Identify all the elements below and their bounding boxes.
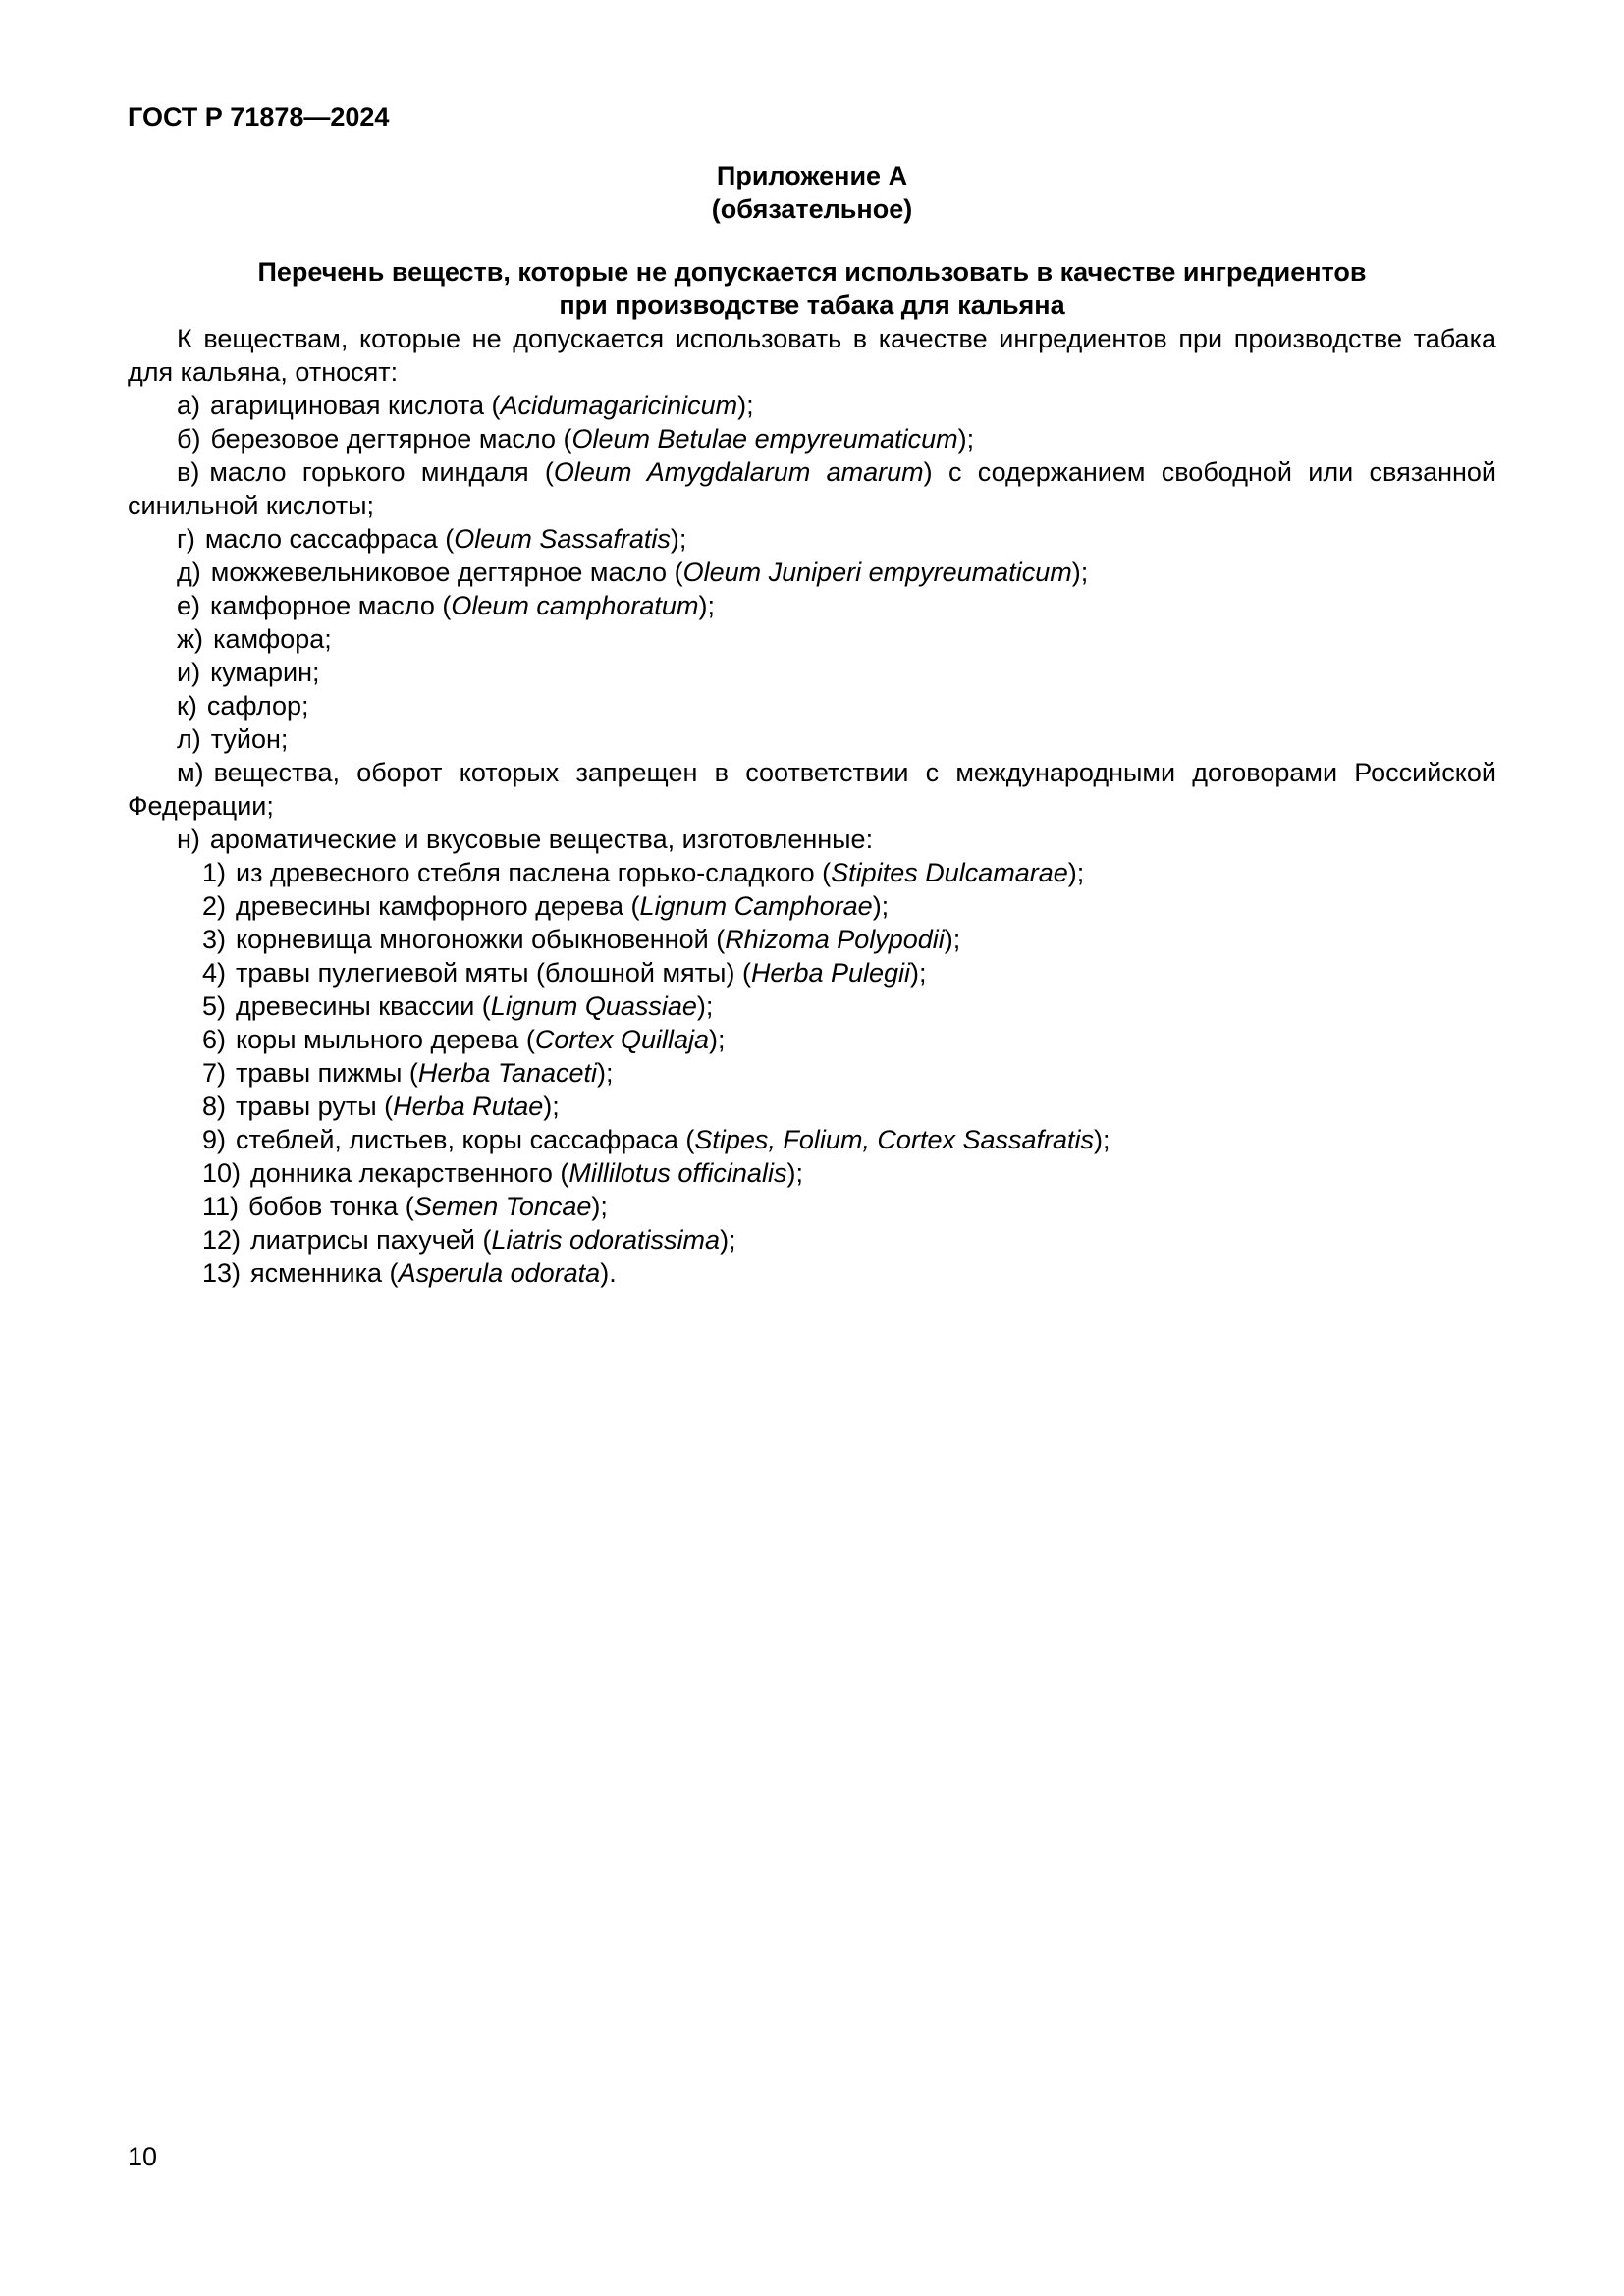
list-item-text: ); [698,591,715,620]
list-item-text: масло горького миндаля ( [209,457,554,487]
list-item-text: ); [670,524,687,554]
list-item-marker: л) [177,724,201,754]
list-item-marker: в) [177,457,200,487]
list-item [128,522,1496,556]
list-item-text: ) с содержанием свободной или связанной синильной кислоты; [128,457,1497,520]
list-item [128,1256,1496,1290]
list-item-text: ); [720,1225,736,1255]
appendix-title [128,255,1496,322]
list-item-text: ); [543,1092,560,1121]
list-item-text: ); [737,391,754,420]
list-item-text: кумарин; [210,658,320,687]
list-item-latin-name: Rhizoma Polypodii [725,925,945,954]
list-item-text: ); [1094,1125,1110,1154]
list-item-latin-name: Oleum Juniperi empyreumaticum [682,558,1072,587]
list-item-marker: 4) [202,958,227,988]
list-item-marker: 13) [202,1258,242,1288]
list-item-latin-name: Cortex Quillaja [534,1025,709,1054]
list-item [128,889,1496,923]
list-item [128,622,1496,656]
list-item-text: ясменника ( [250,1258,399,1288]
list-item [128,389,1496,422]
list-item [128,656,1496,689]
list-item [128,756,1496,823]
list-item-latin-name: Stipites Dulcamarae [831,858,1068,887]
list-item [128,923,1496,956]
appendix-heading [128,159,1496,226]
list-item-marker: 9) [202,1125,227,1154]
substances-list [128,389,1496,1290]
appendix-title-line1: Перечень веществ, которые не допускается использовать в качестве ингредиентов [257,257,1367,287]
list-item-text: ); [591,1192,608,1221]
list-item-text: коры мыльного дерева ( [236,1025,535,1054]
list-item-text: бобов тонка ( [248,1192,414,1221]
list-item-text: донника лекарственного ( [250,1158,569,1188]
list-item-text: ); [696,991,714,1021]
list-item-latin-name: Lignum Quassiae [490,991,697,1021]
list-item-latin-name: Oleum Sassafratis [454,524,671,554]
list-item-marker: м) [177,758,204,787]
list-item [128,422,1496,455]
list-item-text: туйон; [210,724,289,754]
list-item-marker: 10) [202,1158,242,1188]
list-item-text: березовое дегтярное масло ( [210,424,572,454]
list-item-latin-name: Herba Pulegii [750,958,911,988]
list-item-text: ); [872,891,890,921]
appendix-type: (обязательное) [711,194,913,224]
list-item-text: камфорное масло ( [210,591,452,620]
list-item-text: древесины камфорного дерева ( [236,891,640,921]
list-item-latin-name: Asperula odorata [398,1258,601,1288]
list-item-text: ); [944,925,961,954]
list-item-text: можжевельниковое дегтярное масло ( [210,558,683,587]
list-item [128,1090,1496,1123]
list-item [128,1123,1496,1156]
list-item-text: ). [600,1258,617,1288]
appendix-label: Приложение А [716,161,908,190]
list-item [128,556,1496,589]
list-item-marker: а) [177,391,201,420]
list-item [128,1190,1496,1223]
list-item-text: ); [709,1025,726,1054]
list-item-latin-name: Herba Rutae [393,1092,544,1121]
list-item-text: вещества, оборот которых запрещен в соответствии с международными договорами Российской Федерации; [128,758,1496,821]
list-item [128,956,1496,989]
list-item-latin-name: Lignum Camphorae [639,891,873,921]
list-item-marker: н) [177,825,200,854]
list-item-text: агарициновая кислота ( [210,391,501,420]
list-item-latin-name: Liatris odoratissima [491,1225,721,1255]
list-item [128,823,1496,856]
list-item-marker: 6) [202,1025,227,1054]
appendix-title-line2: при производстве табака для кальяна [559,291,1065,320]
list-item-text: масло сассафраса ( [204,524,455,554]
list-item-latin-name: Stipes, Folium, Cortex Sassafratis [694,1125,1095,1154]
list-item-text: травы пулегиевой мяты (блошной мяты) ( [236,958,751,988]
list-item-marker: 7) [202,1058,227,1088]
list-item [128,589,1496,622]
list-item [128,722,1496,756]
list-item-latin-name: Semen Toncae [413,1192,592,1221]
list-item-text: ); [957,424,975,454]
list-item-text: ); [1067,858,1085,887]
list-item-text: камфора; [213,624,332,654]
doc-number-header: ГОСТ Р 71878—2024 [128,102,390,132]
list-item [128,455,1496,522]
page-number: 10 [128,2142,158,2171]
list-item-text: ароматические и вкусовые вещества, изготовленные: [209,825,874,854]
list-item-marker: к) [177,691,197,721]
list-item-text: травы руты ( [236,1092,394,1121]
list-item-text: из древесного стебля паслена горько-сладкого ( [236,858,832,887]
list-item-text: древесины квассии ( [236,991,491,1021]
list-item-text: ); [597,1058,614,1088]
list-item-marker: 3) [202,925,227,954]
list-item-marker: г) [177,524,195,554]
list-item-text: травы пижмы ( [236,1058,418,1088]
list-item [128,1223,1496,1256]
list-item [128,1023,1496,1056]
list-item-marker: б) [177,424,201,454]
list-item-text: корневища многоножки обыкновенной ( [236,925,726,954]
list-item-marker: ж) [177,624,204,654]
list-item-latin-name: Millilotus officinalis [568,1158,787,1188]
list-item-text: ); [1071,558,1089,587]
list-item-marker: е) [177,591,201,620]
list-item-text: сафлор; [206,691,309,721]
list-item-latin-name: Oleum Betulae empyreumaticum [571,424,958,454]
list-item-marker: д) [177,558,201,587]
list-item-latin-name: Acidumagaricinicum [500,391,738,420]
list-item-text: лиатрисы пахучей ( [250,1225,492,1255]
list-item-latin-name: Oleum camphoratum [451,591,699,620]
list-item-text: стеблей, листьев, коры сассафраса ( [236,1125,695,1154]
list-item-latin-name: Herba Tanaceti [417,1058,598,1088]
list-item-marker: 2) [202,891,227,921]
list-item-marker: 1) [202,858,227,887]
list-item [128,1056,1496,1090]
list-item [128,989,1496,1023]
list-item-marker: и) [177,658,201,687]
list-item-marker: 8) [202,1092,227,1121]
list-item [128,856,1496,889]
list-item-marker: 5) [202,991,227,1021]
list-item [128,1156,1496,1190]
list-item-marker: 12) [202,1225,242,1255]
list-item-latin-name: Oleum Amygdalarum amarum [553,457,924,487]
list-item-marker: 11) [202,1192,240,1221]
list-item [128,689,1496,722]
list-item-text: ); [786,1158,803,1188]
list-item-text: ); [910,958,927,988]
intro-paragraph: К веществам, которые не допускается использовать в качестве ингредиентов при производстве табака для кальяна, относят: [128,324,1496,387]
